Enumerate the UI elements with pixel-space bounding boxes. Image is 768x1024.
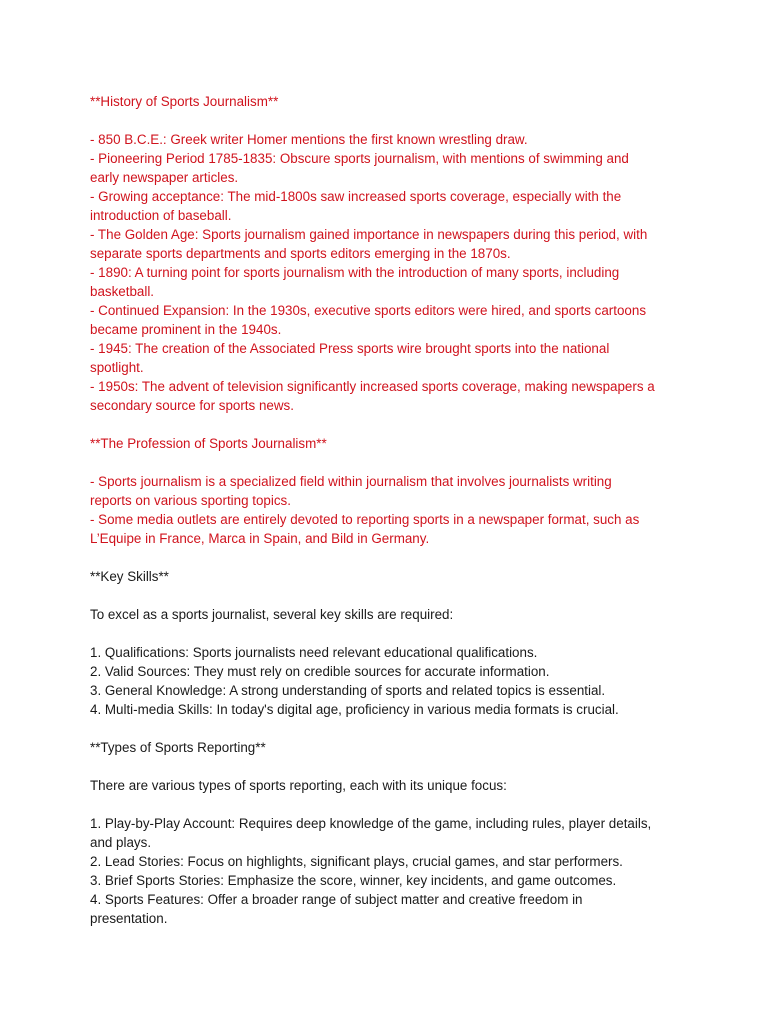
history-item-line: - 1945: The creation of the Associated Press sports wire brought sports into the national <box>90 341 610 356</box>
spacer <box>90 624 680 643</box>
types-item-line: presentation. <box>90 911 168 926</box>
spacer <box>90 719 680 738</box>
skills-item-line: 2. Valid Sources: They must rely on credible sources for accurate information. <box>90 664 550 679</box>
history-item-line: - 1950s: The advent of television significantly increased sports coverage, making newspapers a <box>90 379 655 394</box>
history-item-line: basketball. <box>90 284 155 299</box>
history-item-line: introduction of baseball. <box>90 208 232 223</box>
types-list <box>90 814 680 928</box>
spacer <box>90 795 680 814</box>
spacer <box>90 548 680 567</box>
profession-item-line: - Sports journalism is a specialized field within journalism that involves journalists writing <box>90 474 612 489</box>
spacer <box>90 111 680 130</box>
history-item-line: - 850 B.C.E.: Greek writer Homer mentions the first known wrestling draw. <box>90 132 528 147</box>
history-item-line: early newspaper articles. <box>90 170 239 185</box>
history-item-line: - The Golden Age: Sports journalism gained importance in newspapers during this period, with <box>90 227 648 242</box>
skills-list <box>90 643 680 719</box>
types-intro: There are various types of sports reporting, each with its unique focus: <box>90 778 507 793</box>
spacer <box>90 415 680 434</box>
profession-heading: **The Profession of Sports Journalism** <box>90 436 327 451</box>
history-heading: **History of Sports Journalism** <box>90 94 279 109</box>
types-item-line: and plays. <box>90 835 152 850</box>
history-item-line: - 1890: A turning point for sports journalism with the introduction of many sports, including <box>90 265 620 280</box>
types-heading: **Types of Sports Reporting** <box>90 740 266 755</box>
skills-item-line: 3. General Knowledge: A strong understanding of sports and related topics is essential. <box>90 683 606 698</box>
types-item-line: 2. Lead Stories: Focus on highlights, significant plays, crucial games, and star performers. <box>90 854 623 869</box>
history-list <box>90 130 680 415</box>
profession-item-line: reports on various sporting topics. <box>90 493 291 508</box>
skills-intro: To excel as a sports journalist, several key skills are required: <box>90 607 454 622</box>
spacer <box>90 586 680 605</box>
types-item-line: 4. Sports Features: Offer a broader range of subject matter and creative freedom in <box>90 892 583 907</box>
history-item-line: - Pioneering Period 1785-1835: Obscure sports journalism, with mentions of swimming and <box>90 151 629 166</box>
skills-item-line: 1. Qualifications: Sports journalists need relevant educational qualifications. <box>90 645 538 660</box>
history-item-line: became prominent in the 1940s. <box>90 322 282 337</box>
spacer <box>90 453 680 472</box>
history-item-line: - Growing acceptance: The mid-1800s saw increased sports coverage, especially with the <box>90 189 622 204</box>
skills-heading: **Key Skills** <box>90 569 169 584</box>
history-item-line: secondary source for sports news. <box>90 398 294 413</box>
types-item-line: 1. Play-by-Play Account: Requires deep knowledge of the game, including rules, player details, <box>90 816 652 831</box>
profession-item-line: - Some media outlets are entirely devoted to reporting sports in a newspaper format, such as <box>90 512 640 527</box>
profession-item-line: L’Equipe in France, Marca in Spain, and Bild in Germany. <box>90 531 430 546</box>
profession-list <box>90 472 680 548</box>
spacer <box>90 757 680 776</box>
types-item-line: 3. Brief Sports Stories: Emphasize the score, winner, key incidents, and game outcomes. <box>90 873 617 888</box>
history-item-line: - Continued Expansion: In the 1930s, executive sports editors were hired, and sports cartoons <box>90 303 647 318</box>
history-item-line: spotlight. <box>90 360 144 375</box>
history-item-line: separate sports departments and sports editors emerging in the 1870s. <box>90 246 511 261</box>
skills-item-line: 4. Multi-media Skills: In today's digital age, proficiency in various media formats is crucial. <box>90 702 619 717</box>
document-page <box>90 92 680 928</box>
